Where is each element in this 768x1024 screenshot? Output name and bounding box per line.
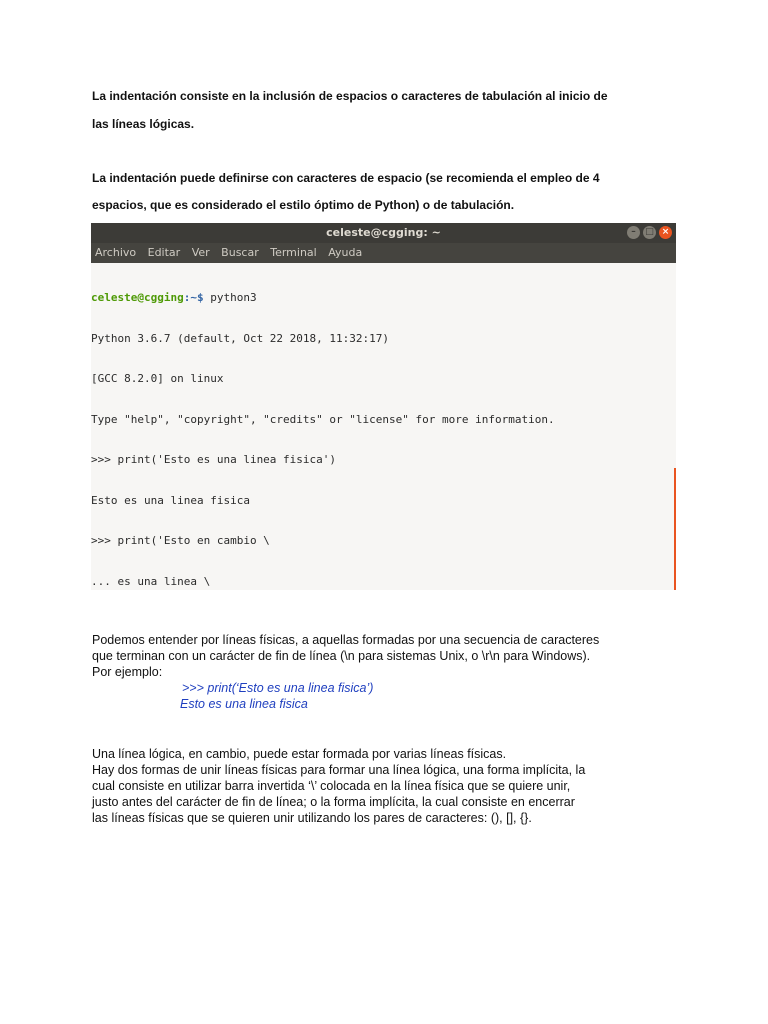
section2-line-2: que terminan con un carácter de fin de línea (\n para sistemas Unix, o \r\n para Windows). [92, 649, 591, 663]
maximize-icon[interactable]: □ [643, 226, 656, 239]
terminal-line: >>> print('Esto en cambio \ [91, 534, 270, 547]
menu-item-ver[interactable]: Ver [191, 246, 210, 259]
menu-item-buscar[interactable]: Buscar [221, 246, 259, 259]
terminal-line: >>> print('Esto es una linea fisica') [91, 453, 337, 466]
intro-paragraph-2-line-2: espacios, que es considerado el estilo óptimo de Python) o de tabulación. [92, 198, 515, 212]
terminal-menubar [91, 243, 676, 263]
example-code-line: >>> print(‘Esto es una linea fisica’) [182, 681, 374, 695]
terminal-body[interactable] [91, 263, 676, 590]
window-controls [624, 226, 672, 240]
section2-line-3: Por ejemplo: [92, 665, 163, 679]
terminal-line: [GCC 8.2.0] on linux [91, 372, 224, 385]
prompt-user: celeste@cgging [91, 291, 184, 304]
section3-line-2: Hay dos formas de unir líneas físicas para formar una línea lógica, una forma implícita, la [92, 763, 586, 777]
terminal-line: ... es una linea \ [91, 574, 211, 588]
close-icon[interactable]: × [659, 226, 672, 239]
menu-item-ayuda[interactable]: Ayuda [328, 246, 363, 259]
section3-line-1: Una línea lógica, en cambio, puede estar formada por varias líneas físicas. [92, 747, 507, 761]
menu-item-archivo[interactable]: Archivo [95, 246, 137, 259]
section3-line-3: cual consiste en utilizar barra invertida ‘\’ colocada en la línea física que se quiere unir, [92, 779, 571, 793]
section2-line-1: Podemos entender por líneas físicas, a aquellas formadas por una secuencia de caracteres [92, 633, 600, 647]
minimize-icon[interactable]: – [627, 226, 640, 239]
intro-paragraph-1-line-1: La indentación consiste en la inclusión de espacios o caracteres de tabulación al inicio de [92, 89, 608, 103]
terminal-line: Type "help", "copyright", "credits" or "license" for more information. [91, 412, 555, 426]
terminal-title: celeste@cgging: ~ [326, 226, 441, 239]
example-output-line: Esto es una linea fisica [180, 697, 308, 711]
terminal-line: Python 3.6.7 (default, Oct 22 2018, 11:32:17) [91, 331, 390, 345]
menu-item-editar[interactable]: Editar [147, 246, 181, 259]
terminal-line: Esto es una linea fisica [91, 493, 250, 507]
prompt-command: python3 [203, 291, 257, 304]
prompt-path: :~$ [183, 291, 204, 304]
terminal-titlebar [91, 223, 676, 243]
terminal-prompt-line [91, 291, 555, 305]
intro-paragraph-1-line-2: las líneas lógicas. [92, 117, 195, 131]
terminal-screenshot [91, 223, 676, 590]
menu-item-terminal[interactable]: Terminal [270, 246, 317, 259]
intro-paragraph-2-line-1: La indentación puede definirse con caracteres de espacio (se recomienda el empleo de 4 [92, 171, 600, 185]
scrollbar[interactable] [674, 468, 676, 590]
terminal-output [91, 264, 555, 590]
section3-line-5: las líneas físicas que se quieren unir utilizando los pares de caracteres: (), [], {}. [92, 811, 532, 825]
section3-line-4: justo antes del carácter de fin de línea; o la forma implícita, la cual consiste en encerrar [92, 795, 575, 809]
